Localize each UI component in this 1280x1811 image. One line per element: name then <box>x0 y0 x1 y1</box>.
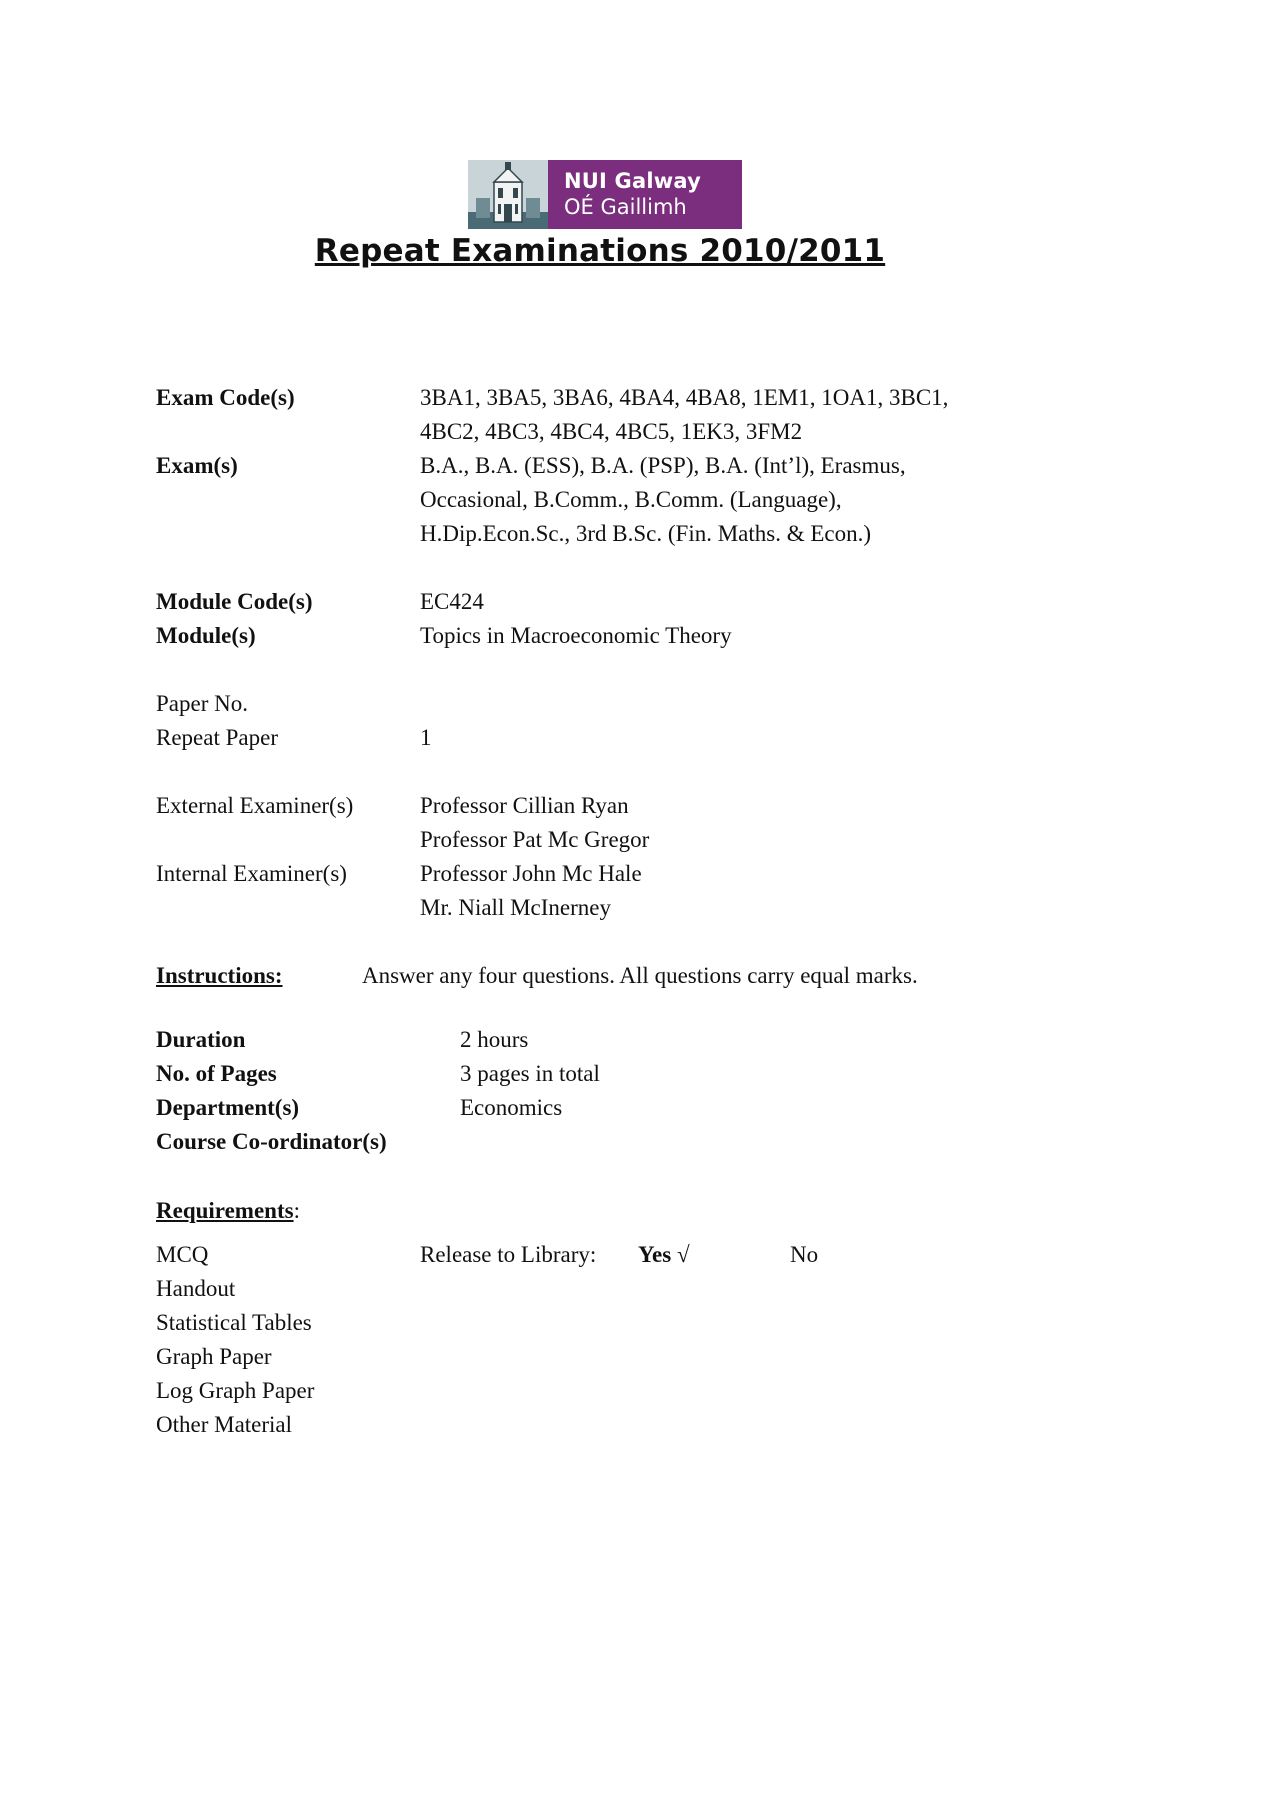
departments-label: Department(s) <box>156 1095 300 1120</box>
page-title: Repeat Examinations 2010/2011 <box>314 233 886 269</box>
exams-line-1: B.A., B.A. (ESS), B.A. (PSP), B.A. (Int’l), Erasmus, <box>420 453 906 478</box>
departments-value: Economics <box>460 1095 563 1120</box>
exam-codes-line-2: 4BC2, 4BC3, 4BC4, 4BC5, 1EK3, 3FM2 <box>420 419 803 444</box>
external-examiner-1: Professor Cillian Ryan <box>420 793 629 818</box>
requirement-item-graph-paper: Graph Paper <box>156 1344 272 1369</box>
logo-line-irish: OÉ Gaillimh <box>564 195 687 219</box>
instructions-label: Instructions: <box>156 963 283 988</box>
internal-examiners-label: Internal Examiner(s) <box>156 861 347 886</box>
instructions-text: Answer any four questions. All questions carry equal marks. <box>362 963 918 988</box>
requirements-heading <box>156 1194 300 1228</box>
repeat-paper-label: Repeat Paper <box>156 725 278 750</box>
no-of-pages-value: 3 pages in total <box>460 1061 600 1086</box>
module-codes-label: Module Code(s) <box>156 589 313 614</box>
quadrangle-tower-icon <box>468 160 548 229</box>
external-examiners-label: External Examiner(s) <box>156 793 354 818</box>
exam-codes-label: Exam Code(s) <box>156 385 295 410</box>
nui-galway-logo <box>468 160 742 229</box>
exams-line-2: Occasional, B.Comm., B.Comm. (Language), <box>420 487 842 512</box>
external-examiner-2: Professor Pat Mc Gregor <box>420 827 650 852</box>
paper-no-label: Paper No. <box>156 691 248 716</box>
modules-value: Topics in Macroeconomic Theory <box>420 623 732 648</box>
modules-label: Module(s) <box>156 623 256 648</box>
release-no-option: No <box>790 1242 819 1267</box>
requirements-heading-text: Requirements <box>156 1198 294 1223</box>
duration-label: Duration <box>156 1027 246 1052</box>
logo-line-english: NUI Galway <box>564 169 701 193</box>
release-yes-option: Yes √ <box>638 1242 690 1267</box>
requirements-heading-colon: : <box>293 1198 300 1223</box>
exams-line-3: H.Dip.Econ.Sc., 3rd B.Sc. (Fin. Maths. & Econ.) <box>420 521 872 546</box>
exam-codes-line-1: 3BA1, 3BA5, 3BA6, 4BA4, 4BA8, 1EM1, 1OA1, 3BC1, <box>420 385 949 410</box>
repeat-paper-value: 1 <box>420 725 432 750</box>
requirement-item-mcq: MCQ <box>156 1242 209 1267</box>
course-coordinators-label: Course Co-ordinator(s) <box>156 1129 387 1154</box>
release-to-library-label: Release to Library: <box>420 1242 597 1267</box>
logo-wordmark <box>548 160 742 229</box>
requirement-item-statistical-tables: Statistical Tables <box>156 1310 312 1335</box>
no-of-pages-label: No. of Pages <box>156 1061 277 1086</box>
internal-examiner-1: Professor John Mc Hale <box>420 861 642 886</box>
requirement-item-other-material: Other Material <box>156 1412 293 1437</box>
requirement-item-log-graph-paper: Log Graph Paper <box>156 1378 315 1403</box>
requirement-item-handout: Handout <box>156 1276 236 1301</box>
module-codes-value: EC424 <box>420 589 484 614</box>
duration-value: 2 hours <box>460 1027 529 1052</box>
exams-label: Exam(s) <box>156 453 238 478</box>
internal-examiner-2: Mr. Niall McInerney <box>420 895 611 920</box>
